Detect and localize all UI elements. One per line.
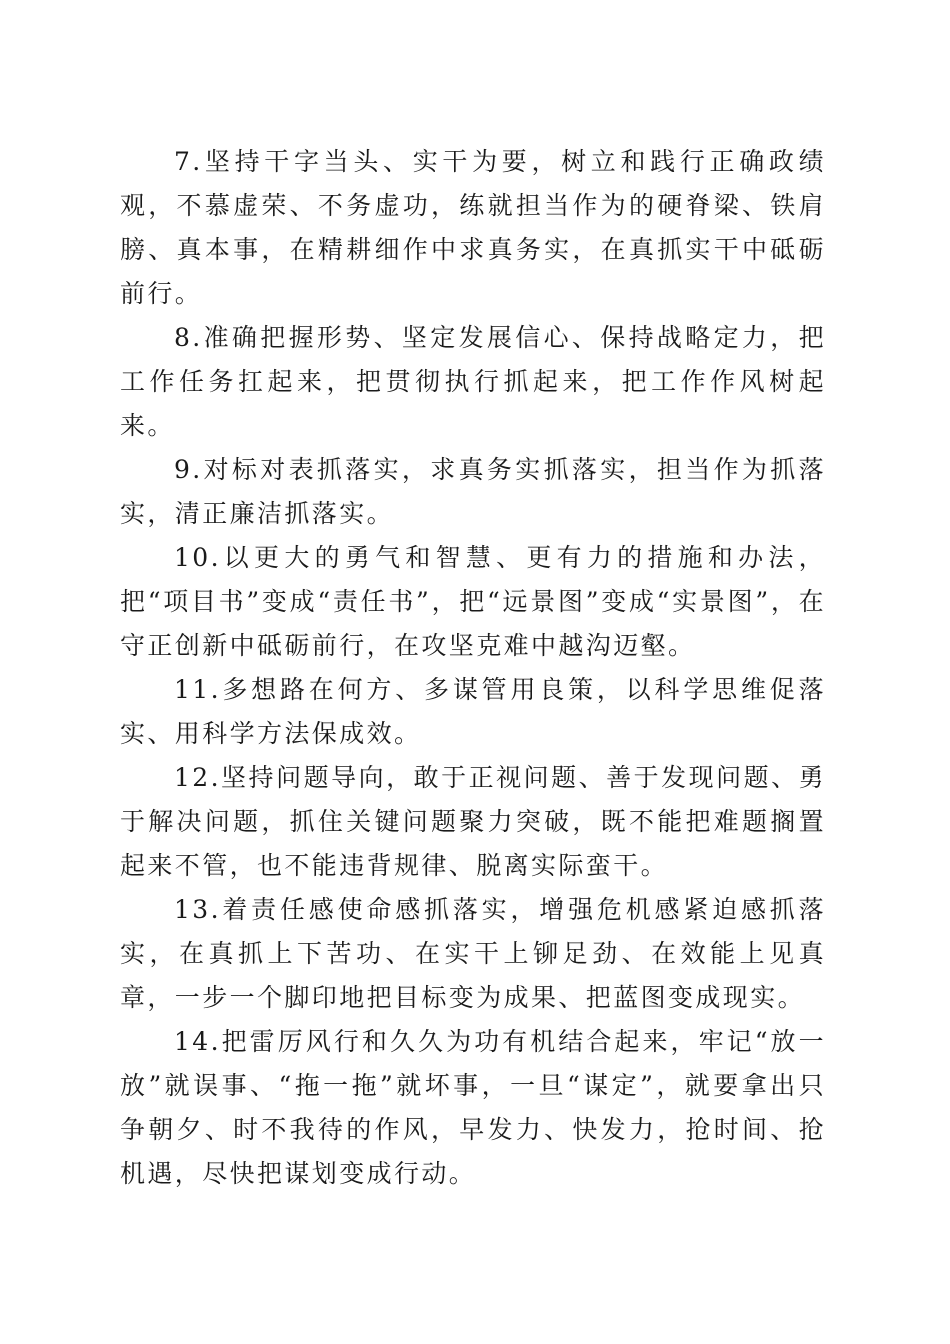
paragraph-item-10: 10.以更大的勇气和智慧、更有力的措施和办法，把“项目书”变成“责任书”，把“远景图”变成“实景图”，在守正创新中砥砺前行，在攻坚克难中越沟迈壑。 [120,543,826,660]
paragraph-item-14: 14.把雷厉风行和久久为功有机结合起来，牢记“放一放”就误事、“拖一拖”就坏事，一旦“谋定”，就要拿出只争朝夕、时不我待的作风，早发力、快发力，抢时间、抢机遇，尽快把谋划变成行动。 [120,1027,826,1188]
paragraph-item-11: 11.多想路在何方、多谋管用良策，以科学思维促落实、用科学方法保成效。 [120,675,826,748]
paragraph-item-7: 7.坚持干字当头、实干为要，树立和践行正确政绩观，不慕虚荣、不务虚功，练就担当作为的硬脊梁、铁肩膀、真本事，在精耕细作中求真务实，在真抓实干中砥砺前行。 [120,147,826,308]
paragraph-item-12: 12.坚持问题导向，敢于正视问题、善于发现问题、勇于解决问题，抓住关键问题聚力突破，既不能把难题搁置起来不管，也不能违背规律、脱离实际蛮干。 [120,763,826,880]
paragraph-item-13: 13.着责任感使命感抓落实，增强危机感紧迫感抓落实，在真抓上下苦功、在实干上铆足劲、在效能上见真章，一步一个脚印地把目标变为成果、把蓝图变成现实。 [120,895,826,1012]
paragraph-item-9: 9.对标对表抓落实，求真务实抓落实，担当作为抓落实，清正廉洁抓落实。 [120,455,826,528]
paragraph-item-8: 8.准确把握形势、坚定发展信心、保持战略定力，把工作任务扛起来，把贯彻执行抓起来，把工作作风树起来。 [120,323,826,440]
